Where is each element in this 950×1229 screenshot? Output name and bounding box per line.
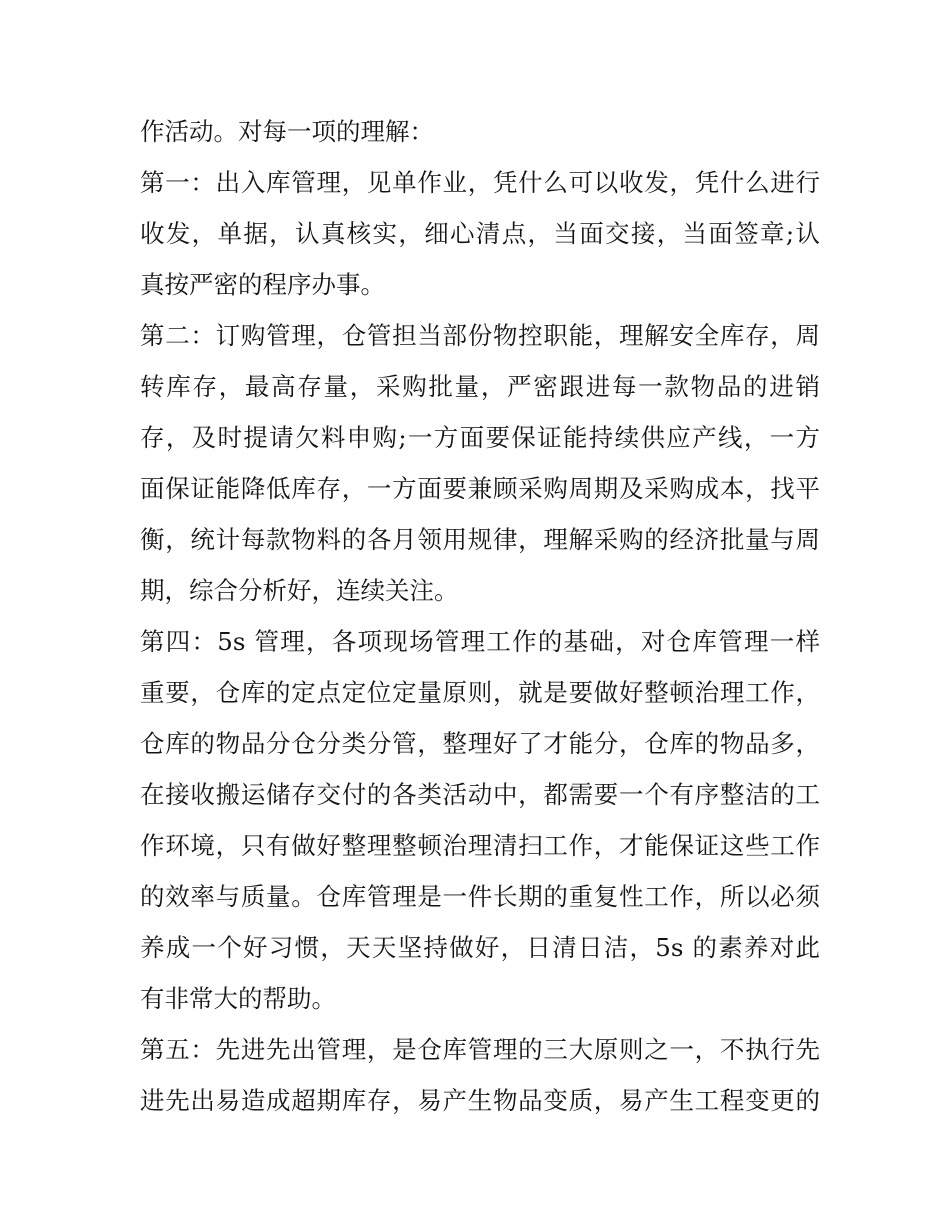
text-line: 第四：5s 管理，各项现场管理工作的基础，对仓库管理一样 — [140, 627, 820, 656]
text-line: 在接收搬运储存交付的各类活动中，都需要一个有序整洁的工 — [140, 780, 820, 809]
text-line: 转库存，最高存量，采购批量，严密跟进每一款物品的进销 — [140, 372, 820, 401]
text-line: 收发，单据，认真核实，细心清点，当面交接，当面签章;认 — [140, 219, 820, 248]
document-body — [140, 106, 820, 1126]
text-line: 衡，统计每款物料的各月领用规律，理解采购的经济批量与周 — [140, 525, 820, 554]
text-line: 作环境，只有做好整理整顿治理清扫工作，才能保证这些工作 — [140, 831, 820, 860]
paragraph-item-5-fifo — [140, 1024, 820, 1126]
text-line: 期，综合分析好，连续关注。 — [140, 576, 459, 605]
text-line: 进先出易造成超期库存，易产生物品变质，易产生工程变更的 — [140, 1086, 820, 1115]
text-line: 养成一个好习惯，天天坚持做好，日清日洁，5s 的素养对此 — [140, 933, 820, 962]
text-line: 仓库的物品分仓分类分管，整理好了才能分，仓库的物品多， — [140, 729, 820, 758]
text-line: 第五：先进先出管理，是仓库管理的三大原则之一，不执行先 — [140, 1035, 820, 1064]
text-line: 第一：出入库管理，见单作业，凭什么可以收发，凭什么进行 — [140, 168, 820, 197]
text-line: 的效率与质量。仓库管理是一件长期的重复性工作，所以必须 — [140, 882, 820, 911]
paragraph-intro — [140, 106, 820, 157]
text-line: 作活动。对每一项的理解： — [140, 117, 434, 146]
paragraph-item-4-5s — [140, 616, 820, 1024]
text-line: 第二：订购管理，仓管担当部份物控职能，理解安全库存，周 — [140, 321, 820, 350]
text-line: 重要，仓库的定点定位定量原则，就是要做好整顿治理工作， — [140, 678, 820, 707]
text-line: 面保证能降低库存，一方面要兼顾采购周期及采购成本，找平 — [140, 474, 820, 503]
text-line: 存，及时提请欠料申购;一方面要保证能持续供应产线，一方 — [140, 423, 820, 452]
text-line: 真按严密的程序办事。 — [140, 270, 385, 299]
text-line: 有非常大的帮助。 — [140, 984, 336, 1013]
paragraph-item-2-ordering — [140, 310, 820, 616]
paragraph-item-1-inbound-outbound — [140, 157, 820, 310]
